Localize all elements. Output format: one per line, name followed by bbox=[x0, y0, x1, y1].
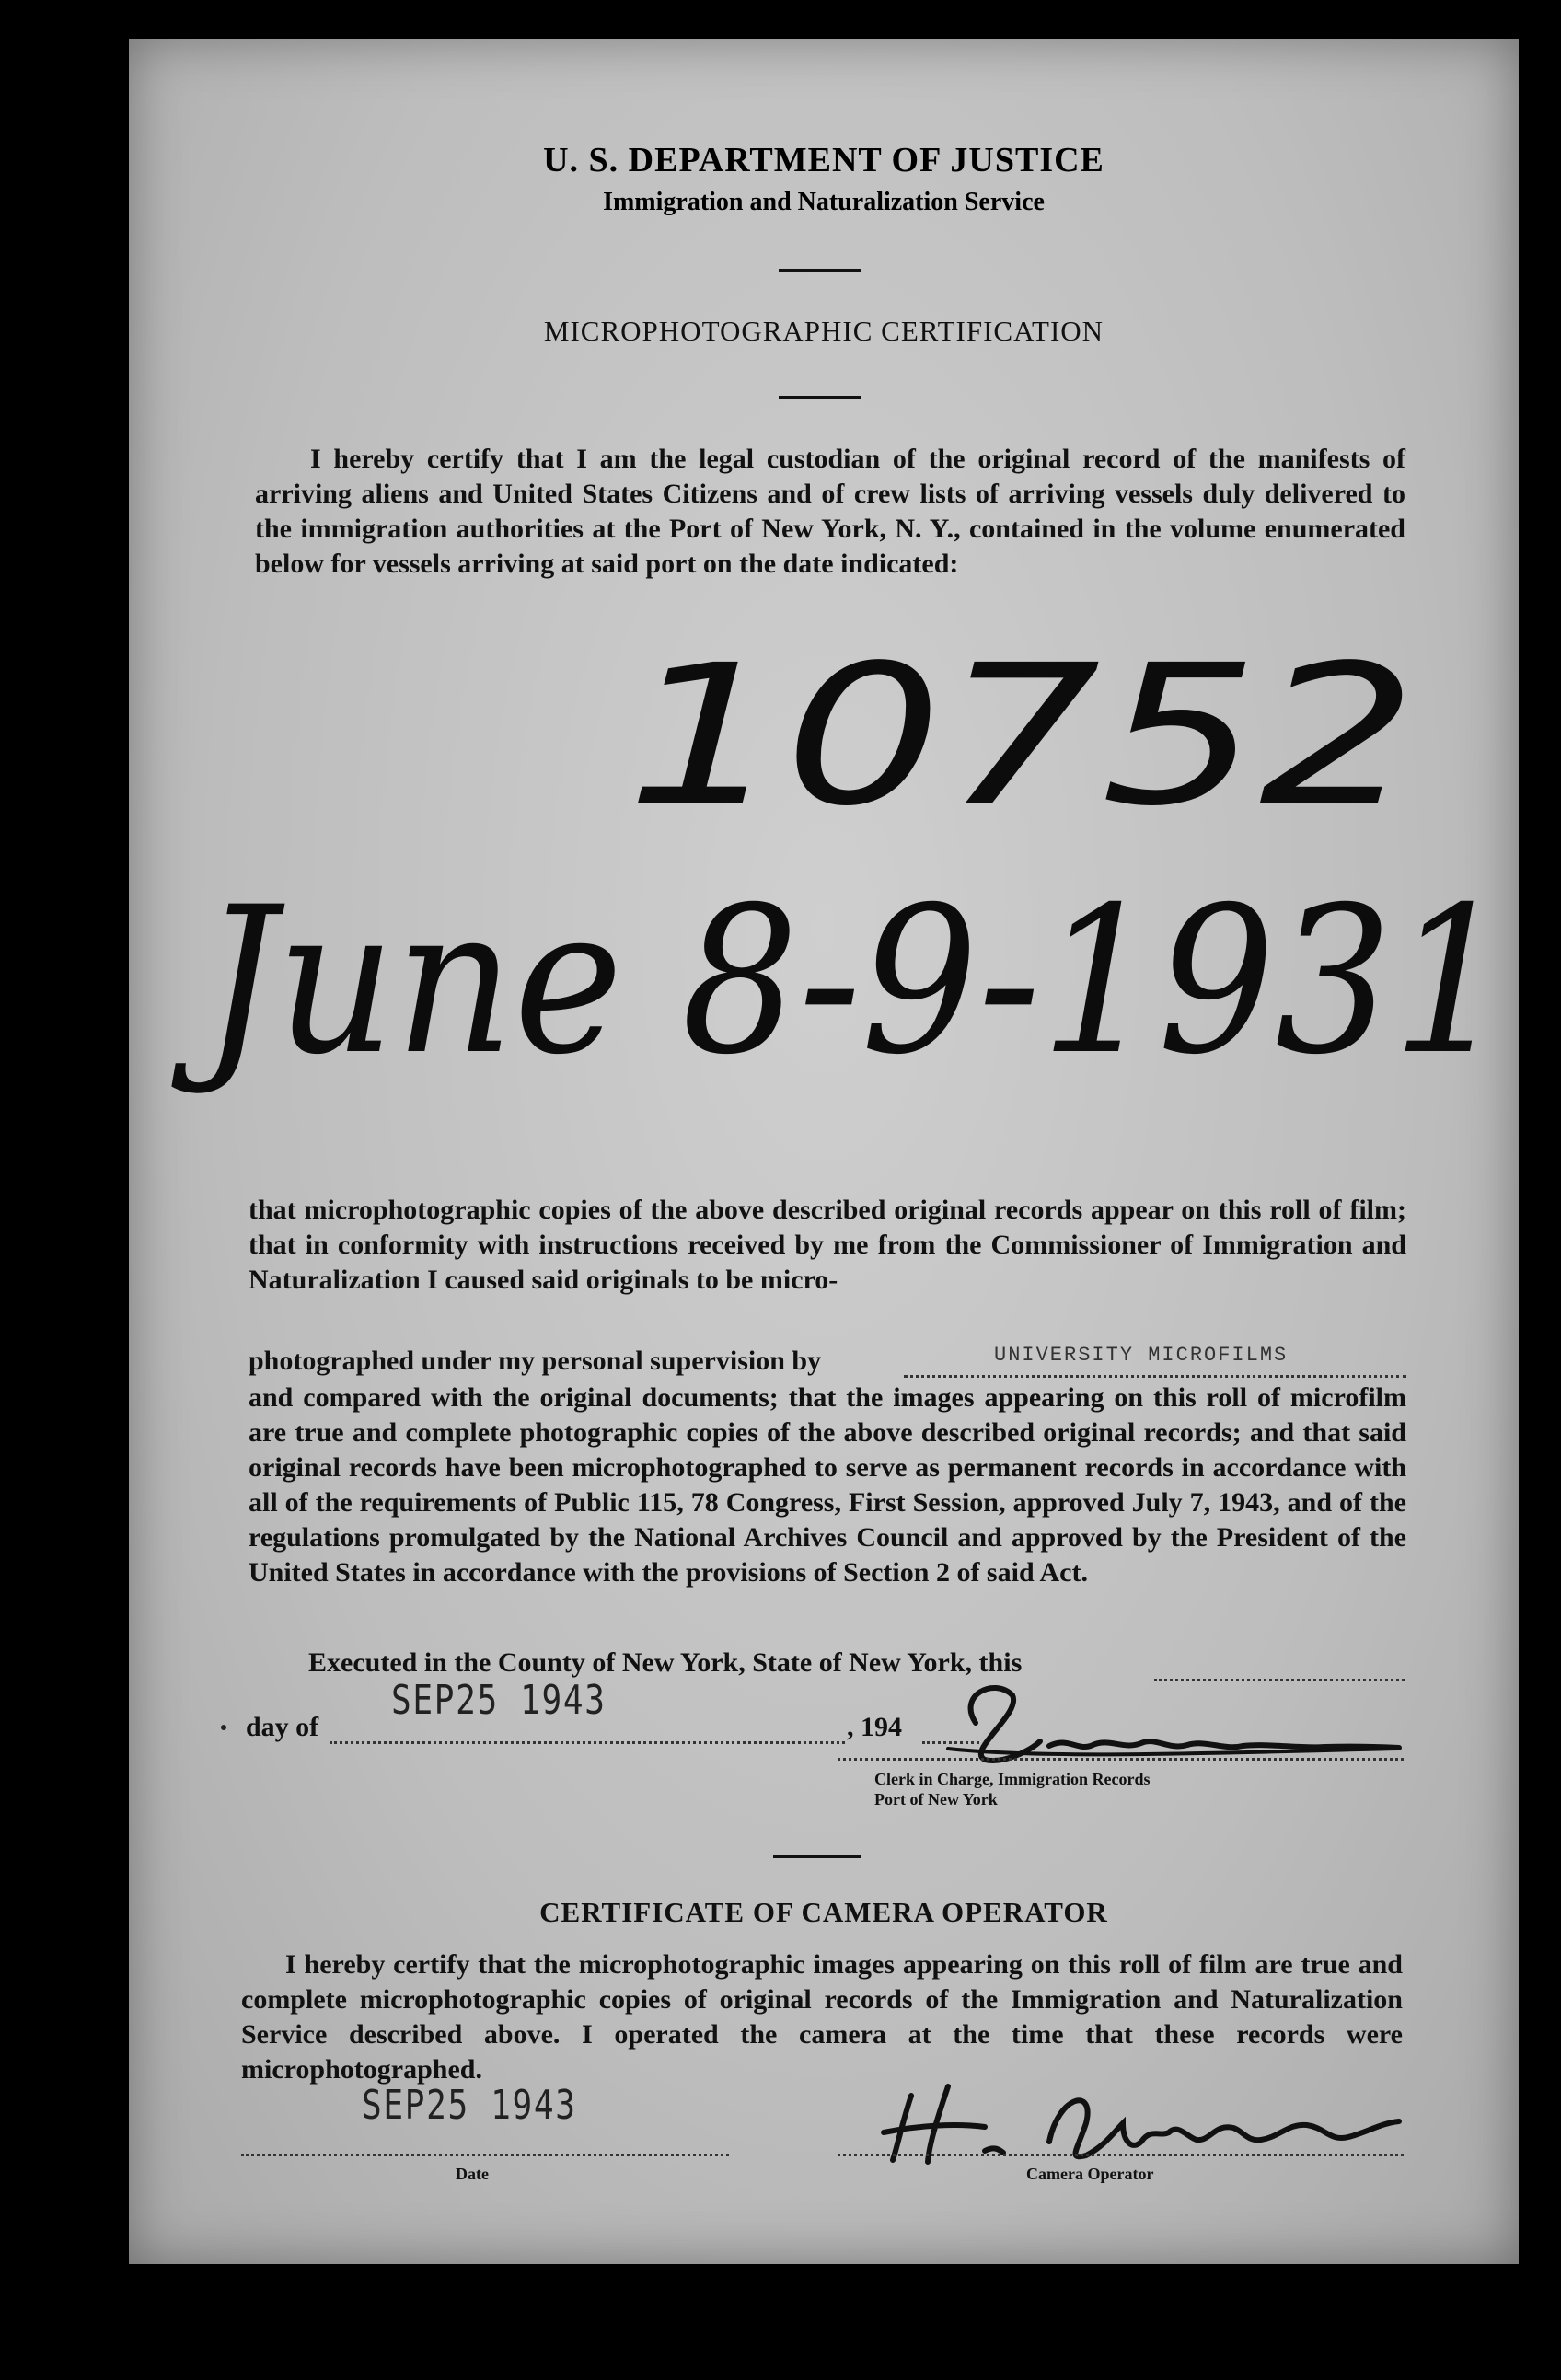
handwritten-volume: 10752 bbox=[626, 623, 1417, 849]
camera-operator-label: Camera Operator bbox=[1026, 2165, 1154, 2183]
department-title: U. S. DEPARTMENT OF JUSTICE bbox=[543, 141, 1104, 179]
date-line bbox=[241, 2154, 729, 2156]
date-label: Date bbox=[456, 2165, 489, 2183]
operator-date-stamp: SEP25 1943 bbox=[362, 2082, 577, 2129]
certification-body-part2: and compared with the original documents; that the images appearing on this roll of microfilm are true and complete photographic copies of the above described original records; and that said original records have been microphotographed to serve as permanent records in accordance with all of the requirements of Public 115, 78 Congress, First Session, approved July 7, 1943, and of the regulations promulgated by the National Archives Council and approved by the President of the United States in accordance with the provisions of Section 2 of said Act. bbox=[249, 1382, 1406, 1588]
photographed-by-line bbox=[904, 1375, 1406, 1378]
section-divider bbox=[773, 1855, 861, 1858]
operator-signature-icon bbox=[847, 2059, 1417, 2178]
header-divider bbox=[779, 269, 861, 272]
camera-operator-heading: CERTIFICATE OF CAMERA OPERATOR bbox=[539, 1896, 1108, 1928]
margin-dot bbox=[221, 1725, 226, 1730]
operator-line bbox=[838, 2154, 1404, 2156]
photographed-by-value: UNIVERSITY MICROFILMS bbox=[994, 1344, 1289, 1367]
photographed-by-label: photographed under my personal supervision by bbox=[249, 1346, 822, 1376]
certification-body-part1: that microphotographic copies of the above described original records appear on this roll of film; that in conformity with instructions received by me from the Commissioner of Immigration and Naturalization I caused said originals to be micro- bbox=[249, 1195, 1406, 1295]
day-of-label: day of bbox=[246, 1712, 319, 1742]
form-title: MICROPHOTOGRAPHIC CERTIFICATION bbox=[543, 315, 1104, 347]
certification-body bbox=[249, 1193, 1406, 1298]
service-subtitle: Immigration and Naturalization Service bbox=[603, 188, 1045, 216]
clerk-signature-line bbox=[838, 1758, 1404, 1761]
year-prefix: , 194 bbox=[847, 1712, 902, 1742]
day-of-line bbox=[330, 1741, 845, 1744]
title-divider bbox=[779, 396, 861, 399]
signer-title-1: Clerk in Charge, Immigration Records bbox=[874, 1770, 1151, 1788]
signer-title-2: Port of New York bbox=[874, 1790, 998, 1808]
handwritten-date: June 8-9-1931 bbox=[171, 863, 1509, 1099]
handwritten-entry bbox=[129, 591, 1519, 1254]
clerk-date-stamp: SEP25 1943 bbox=[391, 1677, 607, 1724]
executed-text: Executed in the County of New York, State of New York, this bbox=[308, 1647, 1023, 1678]
camera-operator-text: I hereby certify that the microphotographic images appearing on this roll of film are true and complete microphotographic copies of original records of the Immigration and Naturalization Service described above. I operated the camera at the time that these records were microphotographed. bbox=[241, 1949, 1403, 2085]
intro-paragraph: I hereby certify that I am the legal custodian of the original record of the manifests of arriving aliens and United States Citizens and of crew lists of arriving vessels duly delivered to the immigration authorities at the Port of New York, N. Y., contained in the volume enumerated below for vessels arriving at said port on the date indicated: bbox=[255, 444, 1405, 579]
certificate-page bbox=[129, 39, 1519, 2264]
